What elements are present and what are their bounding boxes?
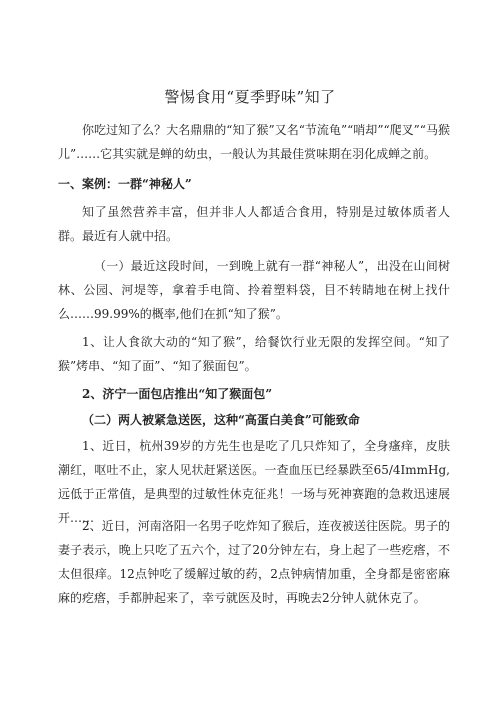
intro-paragraph: 你吃过知了么？大名鼎鼎的“知了猴”又名“节流龟”“哨却”“爬叉”“马猴儿”……它其实就是蝉的幼虫，一般认为其最佳赏味期在羽化成蝉之前。 [58, 123, 450, 161]
point-paragraph-cuisine: 1、让人食欲大动的“知了猴”，给餐饮行业无限的发挥空间。“知了猴”烤串、“知了面”、“知了猴面包”。 [58, 335, 450, 373]
document-title: 警惕食用“夏季野味”知了 [164, 88, 336, 106]
case-paragraph-luoyang: 2、近日，河南洛阳一名男子吃炸知了猴后，连夜被送往医院。男子的妻子表示，晚上只吃了五六个，过了20分钟左右，身上起了一些疙瘩，不太但很痒。12点钟吃了缓解过敏的药，2点钟病情加重，全身都是密密麻麻的疙瘩，手都肿起来了，幸亏就医及时，再晚去2分钟人就休克了。 [58, 519, 450, 605]
subsection-heading-hospitalized: （二）两人被紧急送医，这种“高蛋白美食”可能致命 [82, 413, 360, 427]
section-paragraph-case: 知了虽然营养丰富，但并非人人都适合食用，特别是过敏体质者人群。最近有人就中招。 [58, 205, 450, 243]
subsection-paragraph-mystery-people: （一）最近这段时间，一到晚上就有一群“神秘人”，出没在山间树林、公园、河堤等，拿着手电筒、拎着塑料袋，目不转睛地在树上找什么……99.99%的概率,他们在抓“知了猴”。 [58, 259, 450, 321]
point-heading-bakery: 2、济宁一面包店推出“知了猴面包” [82, 387, 273, 401]
case-paragraph-hangzhou: 1、近日，杭州39岁的方先生也是吃了几只炸知了，全身瘙痒，皮肤潮红，呕吐不止，家人见状赶紧送医。一查血压已经暴跌至65/4ImmHg,远低于正常值，是典型的过敏性休克征兆！一场与死神赛跑的急救迅速展开…… [58, 439, 450, 525]
section-heading-case: 一、案例：一群“神秘人” [58, 177, 192, 191]
